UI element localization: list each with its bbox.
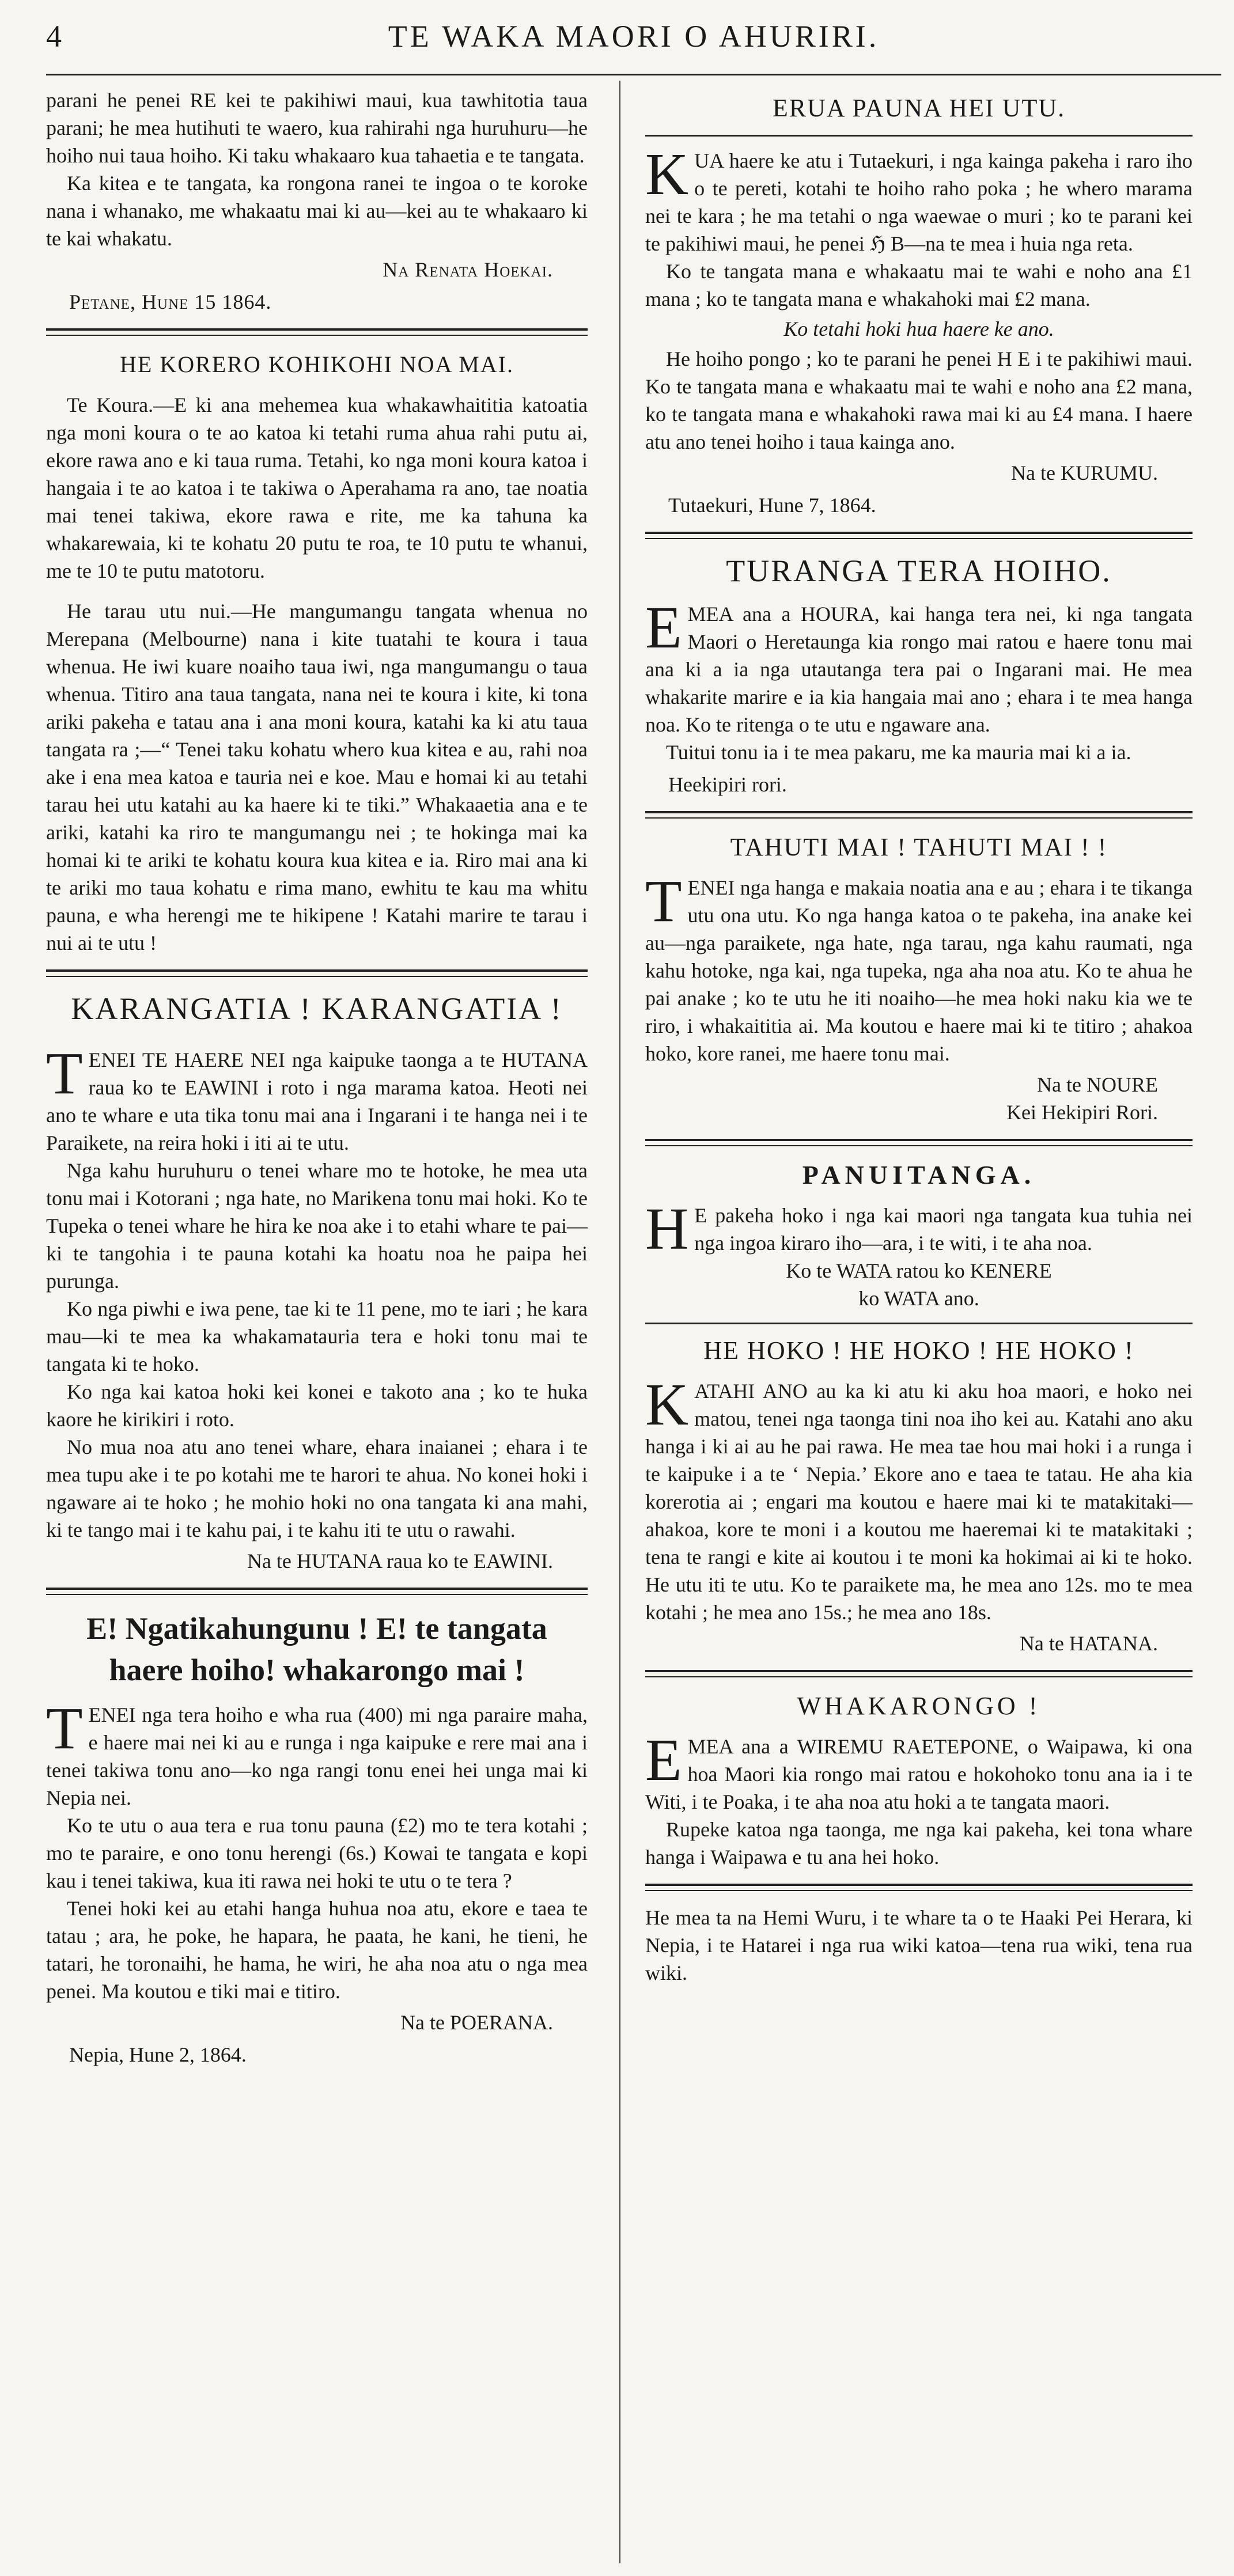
paragraph: He tarau utu nui.—He mangumangu tangata whenua no Merepana (Melbourne) nana i kite tuatahi te koura i taua whenua. He iwi kuare noaiho taua iwi, nga mangumangu o taua whenua. Titiro ana taua tangata, nana nei te koura i kite, ki tona ariki pakeha e tatau ana i ana moni koura, katahi ka ki atu taua tangata ra ;—“ Tenei taku kohatu whero kua kitea e au, rahi noa ake i ena mea katoa e tauria nei e koe. Mau e homai ki au tetahi tarau hei utu katahi au ka haere ki te tiki.” Whakaaetia ana e te ariki, katahi ka riro te mangumangu nei ; te hokinga mai ka homai ki te ariki te kohatu koura kua kitea e ia. Riro mai ana ki te ariki mo taua kohatu e rima mano, ewhitu te kau ma whitu pauna, e wha herengi me te hikipene ! Katahi marire te tarau i nui ai te utu ! [46, 600, 588, 954]
section-rule [46, 328, 588, 336]
heading-rule [645, 135, 1193, 137]
signature: Na Renata Hoekai. [383, 258, 553, 281]
signature-address: Kei Hekipiri Rori. [1006, 1101, 1158, 1124]
advert-whakarongo [645, 1690, 1193, 1871]
section-rule [46, 969, 588, 977]
signature: Ko te WATA ratou ko KENERE [786, 1259, 1052, 1282]
advert-reward [645, 92, 1193, 519]
masthead [46, 13, 1221, 59]
article-heading: TURANGA TERA HOIHO. [726, 554, 1112, 588]
article-heading: PANUITANGA. [802, 1160, 1036, 1189]
paragraph: MEA ana a WIREMU RAETEPONE, o Waipawa, ki ona hoa Maori kia rongo mai ratou e hokohoko tonu ana ia i te Witi, i te Poaka, i te aha noa atu hoki a te tangata maori. [645, 1735, 1193, 1813]
left-column [46, 86, 588, 2069]
article-heading: KARANGATIA ! KARANGATIA ! [71, 991, 563, 1026]
address: Heekipiri rori. [668, 773, 787, 796]
section-rule [645, 1670, 1193, 1677]
italic-subheading: Ko tetahi hoki hua haere ke ano. [783, 317, 1054, 340]
advert-panuitanga [645, 1159, 1193, 1312]
article-heading: WHAKARONGO ! [797, 1692, 1041, 1720]
section-rule [645, 1884, 1193, 1891]
paragraph: Ko te utu o aua tera e rua tonu pauna (£2) mo te tera kotahi ; mo te paraire, e ono tonu herengi (6s.) Kowai te tangata e kopi kau i tenei takiwa, kua iti rawa nei hoki te utu o te tera ? [46, 1814, 588, 1892]
paragraph: UA haere ke atu i Tutaekuri, i nga kainga pakeha i raro iho o te pereti, kotahi te hoiho raho poka ; he whero marama nei te kara ; he ma tetahi o nga waewae o muri ; ko te parani kei te pakihiwi maui, he penei ℌ B—na te mea i huia nga reta. [645, 149, 1193, 255]
paragraph: Ko nga kai katoa hoki kei konei e takoto ana ; ko te huka kaore he kirikiri i roto. [46, 1380, 588, 1431]
paragraph: Nga kahu huruhuru o tenei whare mo te hotoke, he mea uta tonu mai i Kotorani ; nga hate, no Marikena tonu mai hoki. Ko te Tupeka o tenei whare he hira ke noa ake i to etahi whare te pai—ki te tangohia i te pauna kotahi ka hoatu noa he paipa hei purunga. [46, 1159, 588, 1293]
drop-cap: K [645, 1372, 689, 1438]
paragraph: Ko nga piwhi e iwa pene, tae ki te 11 pene, mo te iari ; he kara mau—ki te mea ka whakamatauria tera e hoki tonu mai te tangata ki te hoko. [46, 1297, 588, 1376]
paragraph: ENEI nga tera hoiho e wha rua (400) mi nga paraire maha, e haere mai nei ki au e runga i nga kaipuke e rere mai ana i tenei takiwa tonu ano—ko nga rangi tonu enei hei unga mai ki Nepia nei. [46, 1703, 588, 1809]
section-rule [645, 532, 1193, 539]
paragraph: ENEI nga hanga e makaia noatia ana e au ; ehara i te tikanga utu ona utu. Ko nga hanga katoa o te pakeha, ina anake kei au—nga paraikete, nga hate, nga tarau, nga kahu raumati, nga kahu hotoke, nga kai, nga tupeka, nga aha noa atu. Ko te ahua he pai anake ; ko te utu he iti noaiho—he mea hoki naku kia we te riro, i whakaititia ai. Ma koutou e haere mai ki te titiro ; ahakoa hoko, kore ranei, me haere tonu mai. [645, 876, 1193, 1065]
drop-cap: T [46, 1040, 83, 1107]
section-rule [46, 1588, 588, 1595]
advert-he-hoko [645, 1335, 1193, 1657]
drop-cap: H [645, 1196, 689, 1262]
advert-karangatia [46, 990, 588, 1575]
drop-cap: E [645, 594, 682, 661]
article-heading: HE KORERO KOHIKOHI NOA MAI. [120, 351, 514, 377]
signature: Na te HATANA. [1019, 1632, 1158, 1655]
article-lost-horse-continued [46, 86, 588, 316]
column-divider [619, 81, 620, 2563]
dateline: Tutaekuri, Hune 7, 1864. [668, 494, 876, 517]
paragraph: Ko te tangata mana e whakaatu mai te wahi e noho ana £1 mana ; ko te tangata mana e whakahoki mai £2 mana. [645, 260, 1193, 310]
drop-cap: K [645, 141, 689, 207]
dateline: Petane, Hune 15 1864. [69, 290, 272, 313]
advert-saddles [46, 1608, 588, 2069]
section-rule [645, 1323, 1193, 1324]
paragraph: ENEI TE HAERE NEI nga kaipuke taonga a te HUTANA raua ko te EAWINI i roto i nga marama katoa. Heoti nei ano te whare e uta tika tonu mai ana i Ingarani i te hanga nei i te Paraikete, na reira hoki i iti ai te utu. [46, 1048, 588, 1154]
masthead-rule [46, 74, 1221, 75]
paragraph: Te Koura.—E ki ana mehemea kua whakawhaititia katoatia nga moni koura o te ao katoa ki tetahi ruma ahua rahi putu ai, ekore rawa ano e ki taua ruma. Tetahi, ko nga moni koura katoa i hangaia i te ao katoa i te takiwa o Aperahama ra ano, tae noatia mai tenei takiwa, ekore rawa e rite, me ka tahuna ka whakarewaia, ki te kohatu 20 putu te roa, te 10 putu te whanui, me te 10 te putu matotoru. [46, 393, 588, 582]
signature-line-2: ko WATA ano. [858, 1287, 979, 1310]
article-heading: TAHUTI MAI ! TAHUTI MAI ! ! [730, 833, 1108, 861]
page-number: 4 [46, 19, 62, 54]
drop-cap: T [46, 1695, 83, 1761]
imprint [645, 1904, 1193, 1987]
paragraph: parani he penei RE kei te pakihiwi maui, kua tawhitotia taua parani; he mea hutihuti te waero, kua rahirahi nga huruhuru—he hoiho nui taua hoiho. Ki taku whakaaro kua tahaetia e te tangata. [46, 89, 588, 167]
article-heading: E! Ngatikahungunu ! E! te tangata haere hoiho! whakarongo mai ! [86, 1611, 547, 1687]
article-heading: ERUA PAUNA HEI UTU. [772, 94, 1066, 122]
advert-tahuti-mai [645, 831, 1193, 1126]
paragraph: Rupeke katoa nga taonga, me nga kai pakeha, kei tona whare hanga i Waipawa e tu ana hei hoko. [645, 1818, 1193, 1869]
signature: Na te KURUMU. [1011, 461, 1158, 484]
paragraph: E pakeha hoko i nga kai maori nga tangata kua tuhia nei nga ingoa kiraro iho—ara, i te witi, i te aha noa. [694, 1204, 1193, 1255]
paragraph: No mua noa atu ano tenei whare, ehara inaianei ; ehara i te mea tupu ake i te po kotahi me te harori te ahua. No konei hoki i ngaware ai te hoko ; he mohio hoki no ona tangata ki ana mahi, ki te tango mai i te kahu pai, i te kahu iti te utu o rawahi. [46, 1435, 588, 1541]
advert-saddle-maker [645, 552, 1193, 798]
right-column [645, 86, 1193, 1987]
paragraph: He hoiho pongo ; ko te parani he penei H E i te pakihiwi maui. Ko te tangata mana e whakaatu mai te wahi e noho ana £2 mana, ko te tangata mana e whakahoki rawa mai ki au £4 mana. I haere atu ano tenei hoiho i taua kainga ano. [645, 347, 1193, 453]
section-rule [645, 1139, 1193, 1146]
article-news-collection [46, 348, 588, 957]
drop-cap: T [645, 868, 682, 934]
signature: Na te NOURE [1037, 1073, 1158, 1096]
signature: Na te HUTANA raua ko te EAWINI. [247, 1550, 553, 1573]
section-rule [645, 811, 1193, 819]
dateline: Nepia, Hune 2, 1864. [69, 2043, 247, 2066]
paragraph: Tuitui tonu ia i te mea pakaru, me ka mauria mai ki a ia. [666, 741, 1131, 764]
newspaper-title: TE WAKA MAORI O AHURIRI. [388, 19, 880, 54]
paragraph: Ka kitea e te tangata, ka rongona ranei te ingoa o te koroke nana i whanako, me whakaatu mai ki au—kei au te whakaaro ki te kai whakatu. [46, 172, 588, 250]
signature: Na te POERANA. [400, 2011, 553, 2034]
paragraph: ATAHI ANO au ka ki atu ki aku hoa maori, e hoko nei matou, tenei nga taonga tini noa iho kei au. Katahi ano aku hanga i ki ai au he pai rawa. He mea tae hou mai hoki i a runga i te kaipuke i a te ‘ Nepia.’ Ekore ano e taea te tatau. He aha kia korerotia ai ; engari ma koutou e haere mai ki te matakitaki—ahakoa, kore te moni i a koutou me haeremai ki te matakitaki ; tena te rangi e kite ai koutou i te moni ka hokimai ai ki te hoko. He utu iti te utu. Ko te paraikete ma, he mea ano 12s. mo te mea kotahi ; he mea ano 15s.; he mea ano 18s. [645, 1380, 1193, 1624]
paragraph: MEA ana a HOURA, kai hanga tera nei, ki nga tangata Maori o Heretaunga kia rongo mai ratou e haere tonu mai ana ki a ia nga utautanga tera pai o Ingarani mai. He mea whakarite marire e ia kia hangaia mai ano ; ehara i te mea hanga noa. Ko te ritenga o te utu e ngaware ana. [645, 603, 1193, 736]
paragraph: Tenei hoki kei au etahi hanga huhua noa atu, ekore e taea te tatau ; ara, he poke, he hapara, he paata, he kani, he tieni, he tatari, he toronaihi, he hama, he wiri, he aha noa atu o nga mea penei. Ma koutou e tiki mai e titiro. [46, 1897, 588, 2003]
printer-imprint: He mea ta na Hemi Wuru, i te whare ta o te Haaki Pei Herara, ki Nepia, i te Hatarei i nga rua wiki katoa—tena rua wiki, tena rua wiki. [645, 1906, 1193, 1984]
article-heading: HE HOKO ! HE HOKO ! HE HOKO ! [703, 1336, 1134, 1365]
drop-cap: E [645, 1727, 682, 1793]
